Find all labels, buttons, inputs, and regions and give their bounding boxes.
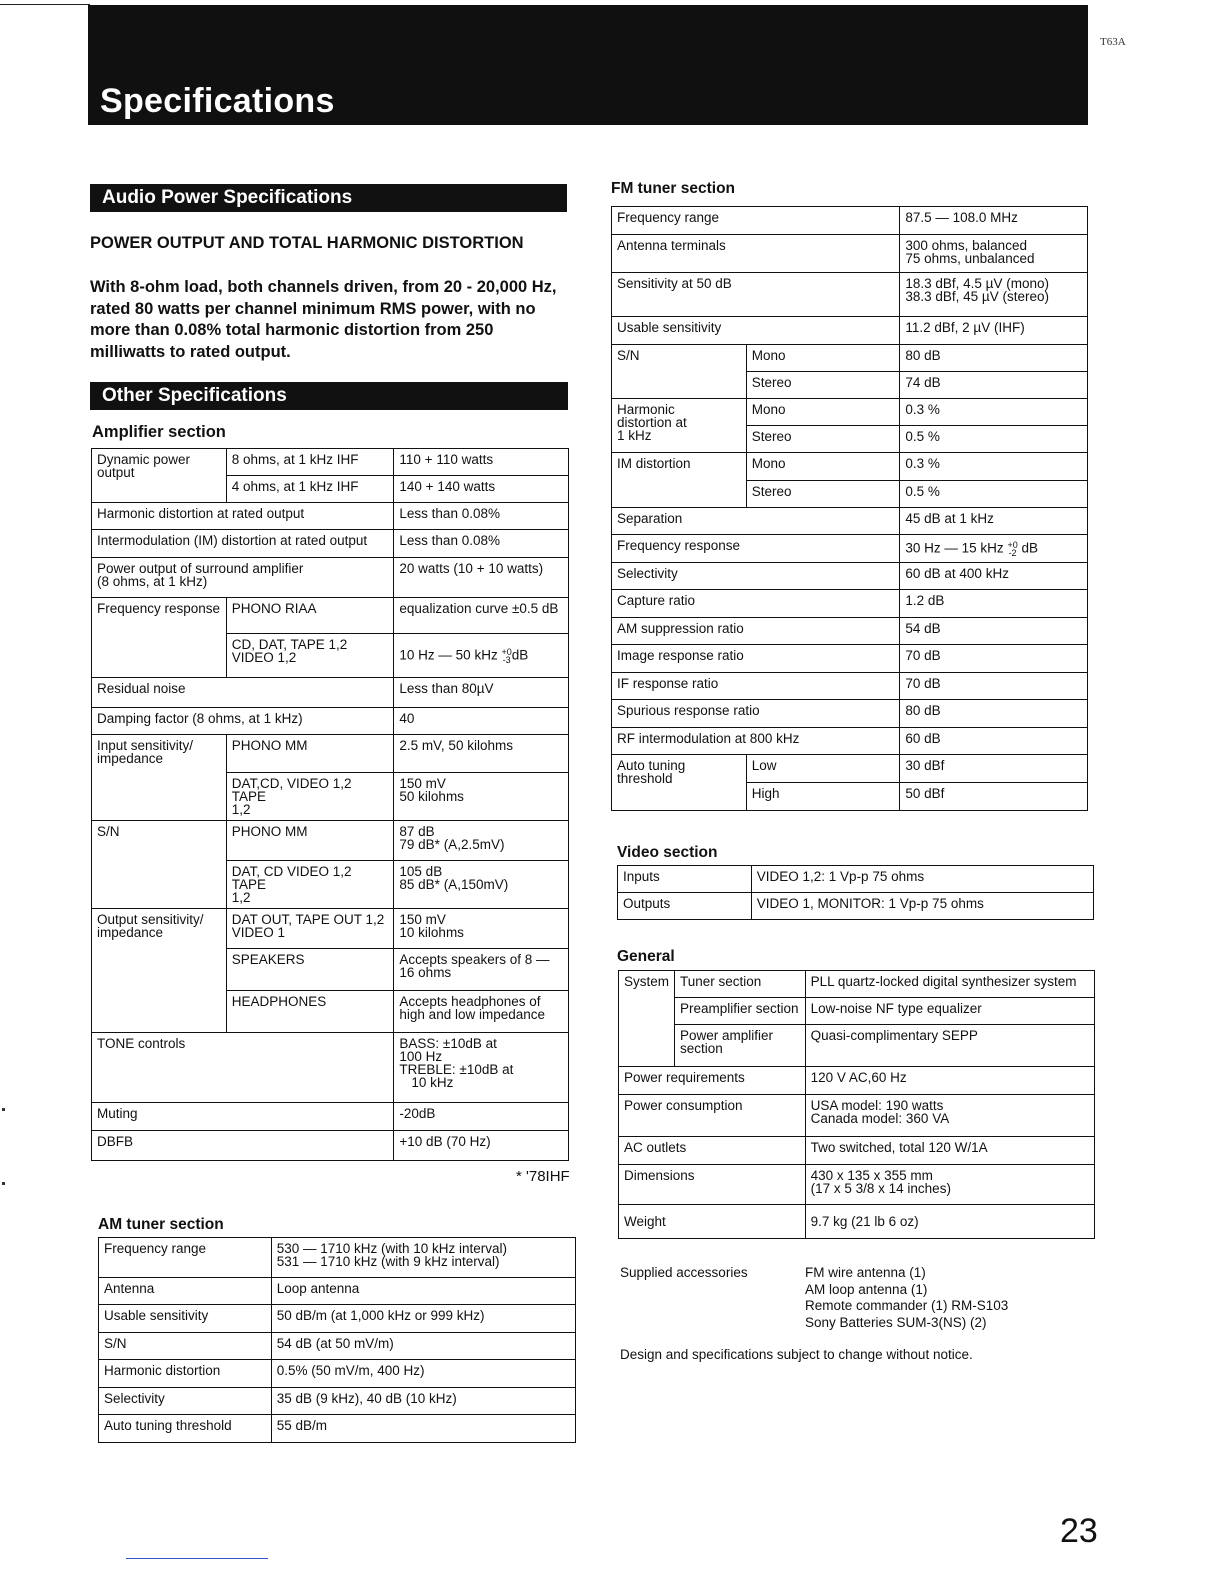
- table-cell: High: [746, 783, 900, 811]
- table-cell: Input sensitivity/ impedance: [92, 735, 227, 821]
- table-cell: Frequency response: [612, 535, 900, 563]
- table-cell: HEADPHONES: [226, 991, 394, 1033]
- table-cell: 9.7 kg (21 lb 6 oz): [805, 1205, 1094, 1239]
- table-cell: 1.2 dB: [900, 590, 1088, 618]
- cell-line: 530 — 1710 kHz (with 10 kHz interval): [276, 1241, 508, 1256]
- general-table: [618, 970, 1095, 1239]
- table-cell: +10 dB (70 Hz): [394, 1131, 569, 1161]
- table-cell: DBFB: [92, 1131, 394, 1161]
- cell-line: BASS: ±10dB at: [399, 1036, 497, 1051]
- list-item: Remote commander (1) RM-S103: [805, 1298, 1009, 1313]
- table-cell: 0.3 %: [900, 399, 1088, 426]
- change-notice: Design and specifications subject to change without notice.: [620, 1347, 973, 1362]
- table-cell: 0.5 %: [900, 481, 1088, 508]
- table-cell: Low: [746, 755, 900, 783]
- cell-line: Power output of surround amplifier: [97, 561, 304, 576]
- amplifier-table: [91, 448, 569, 1161]
- cell-line: (8 ohms, at 1 kHz): [97, 574, 208, 589]
- cell-line: 38.3 dBf, 45 µV (stereo): [905, 289, 1049, 304]
- table-cell: Outputs: [618, 893, 752, 920]
- corner-mark: T63A: [1100, 36, 1126, 48]
- table-cell: [612, 755, 747, 811]
- table-cell: 45 dB at 1 kHz: [900, 508, 1088, 535]
- cell-line: 10 kilohms: [399, 925, 464, 940]
- tolerance: [501, 648, 511, 664]
- table-cell: [675, 1025, 806, 1067]
- cell-line: 105 dB: [399, 864, 443, 879]
- cell-unit: dB: [1021, 540, 1038, 556]
- table-cell: Harmonic distortion at rated output: [92, 503, 394, 530]
- cell-line: (17 x 5 3/8 x 14 inches): [810, 1181, 951, 1196]
- table-cell: IF response ratio: [612, 673, 900, 700]
- other-specs-bar: Other Specifications: [90, 382, 568, 410]
- table-cell: 0.5 %: [900, 426, 1088, 453]
- amplifier-section-title: Amplifier section: [92, 423, 226, 441]
- table-cell: PHONO RIAA: [226, 598, 394, 634]
- table-cell: 30 dBf: [900, 755, 1088, 783]
- table-cell: 80 dB: [900, 700, 1088, 728]
- table-cell: PHONO MM: [226, 735, 394, 773]
- table-cell: [92, 558, 394, 598]
- table-cell: S/N: [92, 821, 227, 909]
- table-cell: VIDEO 1,2: 1 Vp-p 75 ohms: [751, 866, 1093, 893]
- table-cell: AM suppression ratio: [612, 618, 900, 645]
- table-cell: Selectivity: [612, 563, 900, 590]
- table-cell: Selectivity: [99, 1388, 272, 1415]
- list-item: AM loop antenna (1): [805, 1281, 928, 1297]
- table-cell: 2.5 mV, 50 kilohms: [394, 735, 569, 773]
- cell-line: Canada model: 360 VA: [810, 1111, 950, 1126]
- table-cell: Stereo: [746, 481, 900, 508]
- edge-mark: [2, 1182, 5, 1185]
- table-cell: [226, 634, 394, 678]
- table-cell: PHONO MM: [226, 821, 394, 861]
- cell-line: 79 dB* (A,2.5mV): [399, 837, 505, 852]
- table-cell: Loop antenna: [271, 1278, 575, 1305]
- footer-line: [126, 1558, 268, 1559]
- cell-text: 10 Hz — 50 kHz: [399, 647, 498, 663]
- page-title: Specifications: [100, 82, 335, 120]
- table-cell: 55 dB/m: [271, 1415, 575, 1443]
- page-number: 23: [1060, 1512, 1098, 1550]
- table-cell: Capture ratio: [612, 590, 900, 618]
- cell-line: threshold: [617, 771, 673, 786]
- power-output-statement: With 8-ohm load, both channels driven, from 20 - 20,000 Hz, rated 80 watts per channel minimum RMS power, with no more than 0.08% total harmonic distortion from 250 milliwatts to rated output.: [90, 278, 557, 361]
- cell-line: 10 kHz: [411, 1075, 454, 1090]
- table-cell: SPEAKERS: [226, 949, 394, 991]
- table-cell: [271, 1238, 575, 1278]
- table-cell: Output sensitivity/ impedance: [92, 909, 227, 1033]
- table-cell: 60 dB: [900, 728, 1088, 755]
- table-cell: [394, 861, 569, 909]
- table-cell: VIDEO 1, MONITOR: 1 Vp-p 75 ohms: [751, 893, 1093, 920]
- table-cell: Mono: [746, 399, 900, 426]
- table-cell: [394, 634, 569, 678]
- table-cell: 20 watts (10 + 10 watts): [394, 558, 569, 598]
- table-cell: Less than 80µV: [394, 678, 569, 708]
- table-cell: Spurious response ratio: [612, 700, 900, 728]
- table-cell: 4 ohms, at 1 kHz IHF: [226, 476, 394, 503]
- list-item: Sony Batteries SUM-3(NS) (2): [805, 1314, 987, 1330]
- table-cell: Usable sensitivity: [612, 317, 900, 345]
- plus-tolerance: +0: [1007, 539, 1018, 550]
- minus-tolerance: -3: [502, 654, 511, 665]
- table-cell: [226, 773, 394, 821]
- cell-line: 1 kHz: [617, 428, 652, 443]
- table-cell: 54 dB (at 50 mV/m): [271, 1333, 575, 1360]
- fm-tuner-table: [611, 206, 1088, 811]
- table-cell: 70 dB: [900, 673, 1088, 700]
- accessories-label: Supplied accessories: [620, 1265, 748, 1280]
- audio-power-bar: Audio Power Specifications: [90, 184, 567, 212]
- cell-line: distortion at: [617, 415, 687, 430]
- table-cell: [900, 535, 1088, 563]
- table-cell: Residual noise: [92, 678, 394, 708]
- cell-line: 300 ohms, balanced: [905, 238, 1027, 253]
- table-cell: 120 V AC,60 Hz: [805, 1067, 1094, 1095]
- table-cell: TONE controls: [92, 1033, 394, 1103]
- cell-line: 87 dB: [399, 824, 435, 839]
- cell-line: VIDEO 1,2: [231, 650, 297, 665]
- cell-line: 1,2: [231, 890, 251, 905]
- table-cell: [394, 821, 569, 861]
- cell-line: 75 ohms, unbalanced: [905, 251, 1035, 266]
- cell-line: TREBLE: ±10dB at: [399, 1062, 514, 1077]
- table-cell: [900, 273, 1088, 317]
- cell-line: VIDEO 1: [231, 925, 285, 940]
- table-cell: Auto tuning threshold: [99, 1415, 272, 1443]
- table-cell: -20dB: [394, 1103, 569, 1131]
- table-cell: Quasi-complimentary SEPP: [805, 1025, 1094, 1067]
- video-table: [617, 865, 1094, 920]
- table-cell: 11.2 dBf, 2 µV (IHF): [900, 317, 1088, 345]
- table-cell: Dynamic power output: [92, 449, 227, 503]
- cell-line: 85 dB* (A,150mV): [399, 877, 509, 892]
- table-cell: AC outlets: [619, 1137, 806, 1165]
- edge-mark: [2, 1108, 5, 1111]
- table-cell: Image response ratio: [612, 645, 900, 673]
- header-banner: [88, 5, 1088, 125]
- table-cell: Harmonic distortion: [99, 1360, 272, 1388]
- table-cell: System: [619, 971, 675, 1067]
- cell-line: Auto tuning: [617, 758, 686, 773]
- top-rule: [0, 4, 90, 5]
- table-cell: Preamplifier section: [675, 998, 806, 1025]
- cell-line: CD, DAT, TAPE 1,2: [231, 637, 348, 652]
- table-cell: Damping factor (8 ohms, at 1 kHz): [92, 708, 394, 735]
- footnote: * '78IHF: [516, 1168, 570, 1185]
- table-cell: Two switched, total 120 W/1A: [805, 1137, 1094, 1165]
- table-cell: Frequency range: [99, 1238, 272, 1278]
- list-item: FM wire antenna (1): [805, 1265, 926, 1280]
- cell-line: DAT, CD VIDEO 1,2 TAPE: [231, 864, 352, 892]
- table-cell: Intermodulation (IM) distortion at rated output: [92, 530, 394, 558]
- table-cell: Mono: [746, 345, 900, 372]
- table-cell: [805, 1095, 1094, 1137]
- table-cell: 60 dB at 400 kHz: [900, 563, 1088, 590]
- cell-line: 430 x 135 x 355 mm: [810, 1168, 933, 1183]
- table-cell: Frequency response: [92, 598, 227, 678]
- table-cell: Usable sensitivity: [99, 1305, 272, 1333]
- power-output-heading: POWER OUTPUT AND TOTAL HARMONIC DISTORTION: [90, 234, 524, 252]
- table-cell: 70 dB: [900, 645, 1088, 673]
- table-cell: Low-noise NF type equalizer: [805, 998, 1094, 1025]
- cell-line: Power amplifier: [680, 1028, 774, 1043]
- cell-line: 50 kilohms: [399, 789, 464, 804]
- table-cell: Sensitivity at 50 dB: [612, 273, 900, 317]
- table-cell: [394, 773, 569, 821]
- table-cell: Muting: [92, 1103, 394, 1131]
- table-cell: Less than 0.08%: [394, 530, 569, 558]
- table-cell: [394, 909, 569, 949]
- cell-line: USA model: 190 watts: [810, 1098, 944, 1113]
- cell-line: 18.3 dBf, 4.5 µV (mono): [905, 276, 1049, 291]
- table-cell: Stereo: [746, 426, 900, 453]
- cell-line: 150 mV: [399, 776, 446, 791]
- table-cell: Power consumption: [619, 1095, 806, 1137]
- accessories-list: [805, 1265, 1008, 1331]
- table-cell: [226, 909, 394, 949]
- table-cell: Weight: [619, 1205, 806, 1239]
- table-cell: IM distortion: [612, 453, 747, 508]
- table-cell: Inputs: [618, 866, 752, 893]
- table-cell: Tuner section: [675, 971, 806, 998]
- cell-line: section: [680, 1041, 723, 1056]
- table-cell: S/N: [99, 1333, 272, 1360]
- table-cell: Dimensions: [619, 1165, 806, 1205]
- table-cell: [394, 1033, 569, 1103]
- table-cell: 140 + 140 watts: [394, 476, 569, 503]
- am-tuner-title: AM tuner section: [98, 1216, 224, 1233]
- plus-tolerance: +0: [501, 646, 512, 657]
- table-cell: 74 dB: [900, 372, 1088, 399]
- table-cell: Accepts speakers of 8 — 16 ohms: [394, 949, 569, 991]
- tolerance: [1007, 541, 1017, 557]
- table-cell: [805, 1165, 1094, 1205]
- fm-tuner-title: FM tuner section: [611, 180, 736, 197]
- table-cell: [612, 399, 747, 453]
- table-cell: Stereo: [746, 372, 900, 399]
- cell-line: 100 Hz: [399, 1049, 443, 1064]
- cell-line: 1,2: [231, 802, 251, 817]
- table-cell: 110 + 110 watts: [394, 449, 569, 476]
- table-cell: [226, 861, 394, 909]
- table-cell: Mono: [746, 453, 900, 481]
- table-cell: equalization curve ±0.5 dB: [394, 598, 569, 634]
- cell-line: Harmonic: [617, 402, 675, 417]
- cell-line: DAT OUT, TAPE OUT 1,2: [231, 912, 385, 927]
- table-cell: 80 dB: [900, 345, 1088, 372]
- table-cell: 54 dB: [900, 618, 1088, 645]
- minus-tolerance: -2: [1008, 547, 1017, 558]
- table-cell: PLL quartz-locked digital synthesizer system: [805, 971, 1094, 998]
- cell-line: 150 mV: [399, 912, 446, 927]
- cell-line: 531 — 1710 kHz (with 9 kHz interval): [276, 1254, 500, 1269]
- table-cell: 35 dB (9 kHz), 40 dB (10 kHz): [271, 1388, 575, 1415]
- table-cell: Antenna: [99, 1278, 272, 1305]
- table-cell: 0.5% (50 mV/m, 400 Hz): [271, 1360, 575, 1388]
- table-cell: 87.5 — 108.0 MHz: [900, 207, 1088, 235]
- table-cell: 50 dBf: [900, 783, 1088, 811]
- table-cell: 50 dB/m (at 1,000 kHz or 999 kHz): [271, 1305, 575, 1333]
- table-cell: Power requirements: [619, 1067, 806, 1095]
- cell-unit: dB: [511, 647, 529, 663]
- cell-line: DAT,CD, VIDEO 1,2 TAPE: [231, 776, 352, 804]
- video-section-title: Video section: [617, 844, 718, 861]
- table-cell: Less than 0.08%: [394, 503, 569, 530]
- table-cell: 8 ohms, at 1 kHz IHF: [226, 449, 394, 476]
- table-cell: [900, 235, 1088, 273]
- table-cell: Antenna terminals: [612, 235, 900, 273]
- table-cell: Accepts headphones of high and low impedance: [394, 991, 569, 1033]
- table-cell: RF intermodulation at 800 kHz: [612, 728, 900, 755]
- am-tuner-table: [98, 1237, 576, 1443]
- table-cell: 40: [394, 708, 569, 735]
- table-cell: S/N: [612, 345, 747, 399]
- general-section-title: General: [617, 948, 675, 965]
- table-cell: Separation: [612, 508, 900, 535]
- cell-text: 30 Hz — 15 kHz: [905, 540, 1004, 556]
- table-cell: Frequency range: [612, 207, 900, 235]
- table-cell: 0.3 %: [900, 453, 1088, 481]
